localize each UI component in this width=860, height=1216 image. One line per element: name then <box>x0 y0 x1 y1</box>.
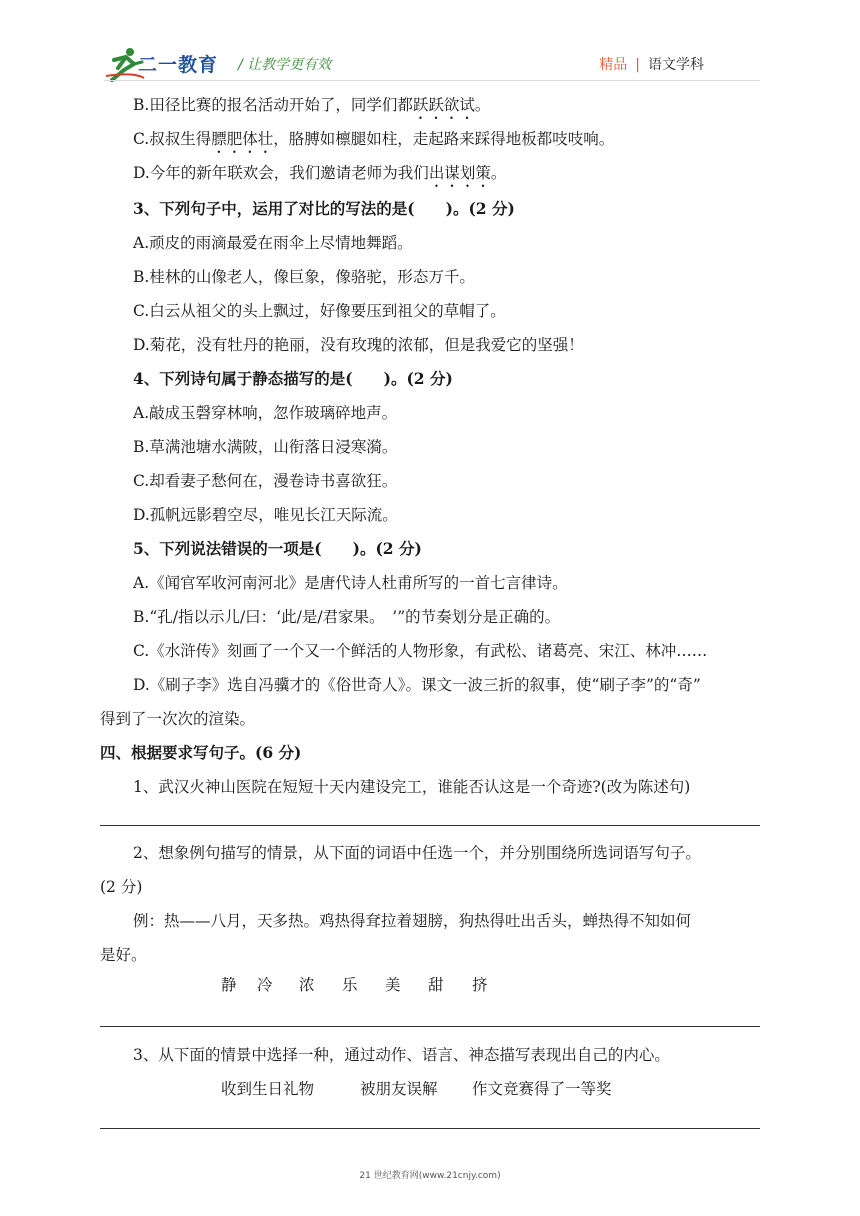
q5-option-a: A.《闻官军收河南河北》是唐代诗人杜甫所写的一首七言律诗。 <box>133 574 568 592</box>
word-choice: 美 <box>385 976 401 994</box>
logo-text: 二一教育 <box>138 54 219 76</box>
s4-q3-answer-line[interactable] <box>100 1128 760 1129</box>
emphasized-word: 跃跃欲试 <box>412 96 475 114</box>
emphasized-word: 膘肥体壮 <box>211 130 274 148</box>
s4-example-line1: 例：热——八月，天多热。鸡热得耷拉着翅膀，狗热得吐出舌头，蝉热得不知如何 <box>133 912 692 930</box>
s4-example-line2: 是好。 <box>100 946 147 964</box>
word-choice: 挤 <box>472 976 488 994</box>
s4-q2-line2: (2 分) <box>100 878 143 896</box>
section-4-title: 四、根据要求写句子。(6 分) <box>100 743 302 762</box>
q2-option-c: C.叔叔生得膘肥体壮，胳膊如檩腿如柱，走起路来踩得地板都吱吱响。 <box>133 130 615 148</box>
q5-option-d: D.《刷子李》选自冯骥才的《俗世奇人》。课文一波三折的叙事，使“刷子李”的“奇” <box>133 676 701 694</box>
q4-option-d: D.孤帆远影碧空尽，唯见长江天际流。 <box>133 506 398 524</box>
emphasized-word: 出谋划策 <box>428 164 491 182</box>
header-tags <box>599 54 704 74</box>
word-choice: 冷 <box>257 976 273 994</box>
q4-option-b: B.草满池塘水满陂，山衔落日浸寒漪。 <box>133 438 398 456</box>
s4-q1: 1、武汉火神山医院在短短十天内建设完工，谁能否认这是一个奇迹?(改为陈述句) <box>133 778 691 796</box>
quality-tag: 精品 <box>599 57 628 73</box>
q5-option-d-continued: 得到了一次次的渲染。 <box>100 710 256 728</box>
q3-stem: 3、下列句子中，运用了对比的写法的是( )。(2 分) <box>133 199 515 218</box>
word-choice: 浓 <box>299 976 315 994</box>
page-footer: 21 世纪教育网(www.21cnjy.com) <box>359 1171 501 1181</box>
q3-option-b: B.桂林的山像老人，像巨象，像骆驼，形态万千。 <box>133 268 475 286</box>
subject-tag: 语文学科 <box>648 57 704 73</box>
s4-q1-answer-line[interactable] <box>100 825 760 826</box>
q5-stem: 5、下列说法错误的一项是( )。(2 分) <box>133 539 422 558</box>
q4-stem: 4、下列诗句属于静态描写的是( )。(2 分) <box>133 369 453 388</box>
q3-option-c: C.白云从祖父的头上飘过，好像要压到祖父的草帽了。 <box>133 302 506 320</box>
q2-option-d: D.今年的新年联欢会，我们邀请老师为我们出谋划策。 <box>133 164 507 182</box>
word-choice: 甜 <box>428 976 444 994</box>
q3-option-a: A.顽皮的雨滴最爱在雨伞上尽情地舞蹈。 <box>133 234 413 252</box>
header-slogan: / 让教学更有效 <box>238 57 332 73</box>
tag-separator: | <box>635 57 640 73</box>
s4-q2-line1: 2、想象例句描写的情景，从下面的词语中任选一个，并分别围绕所选词语写句子。 <box>133 844 701 862</box>
q3-option-d: D.菊花，没有牡丹的艳丽，没有玫瑰的浓郁，但是我爱它的坚强！ <box>133 336 584 354</box>
header-divider <box>104 80 760 81</box>
s4-q3: 3、从下面的情景中选择一种，通过动作、语言、神态描写表现出自己的内心。 <box>133 1046 670 1064</box>
page-header <box>0 0 860 88</box>
q5-option-b: B.“孔/指以示儿/曰：‘此/是/君家果。 ’”的节奏划分是正确的。 <box>133 608 561 626</box>
s4-q2-answer-line[interactable] <box>100 1026 760 1027</box>
scenario-choice: 被朋友误解 <box>360 1080 438 1098</box>
q5-option-c: C.《水浒传》刻画了一个又一个鲜活的人物形象，有武松、诸葛亮、宋江、林冲…… <box>133 642 708 660</box>
word-choice: 乐 <box>342 976 358 994</box>
scenario-choice: 作文竞赛得了一等奖 <box>472 1080 612 1098</box>
scenario-choice: 收到生日礼物 <box>221 1080 315 1098</box>
q4-option-c: C.却看妻子愁何在，漫卷诗书喜欲狂。 <box>133 472 398 490</box>
word-choice: 静 <box>221 976 237 994</box>
q2-option-b: B.田径比赛的报名活动开始了，同学们都跃跃欲试。 <box>133 96 491 114</box>
q4-option-a: A.敲成玉磬穿林响，忽作玻璃碎地声。 <box>133 404 398 422</box>
